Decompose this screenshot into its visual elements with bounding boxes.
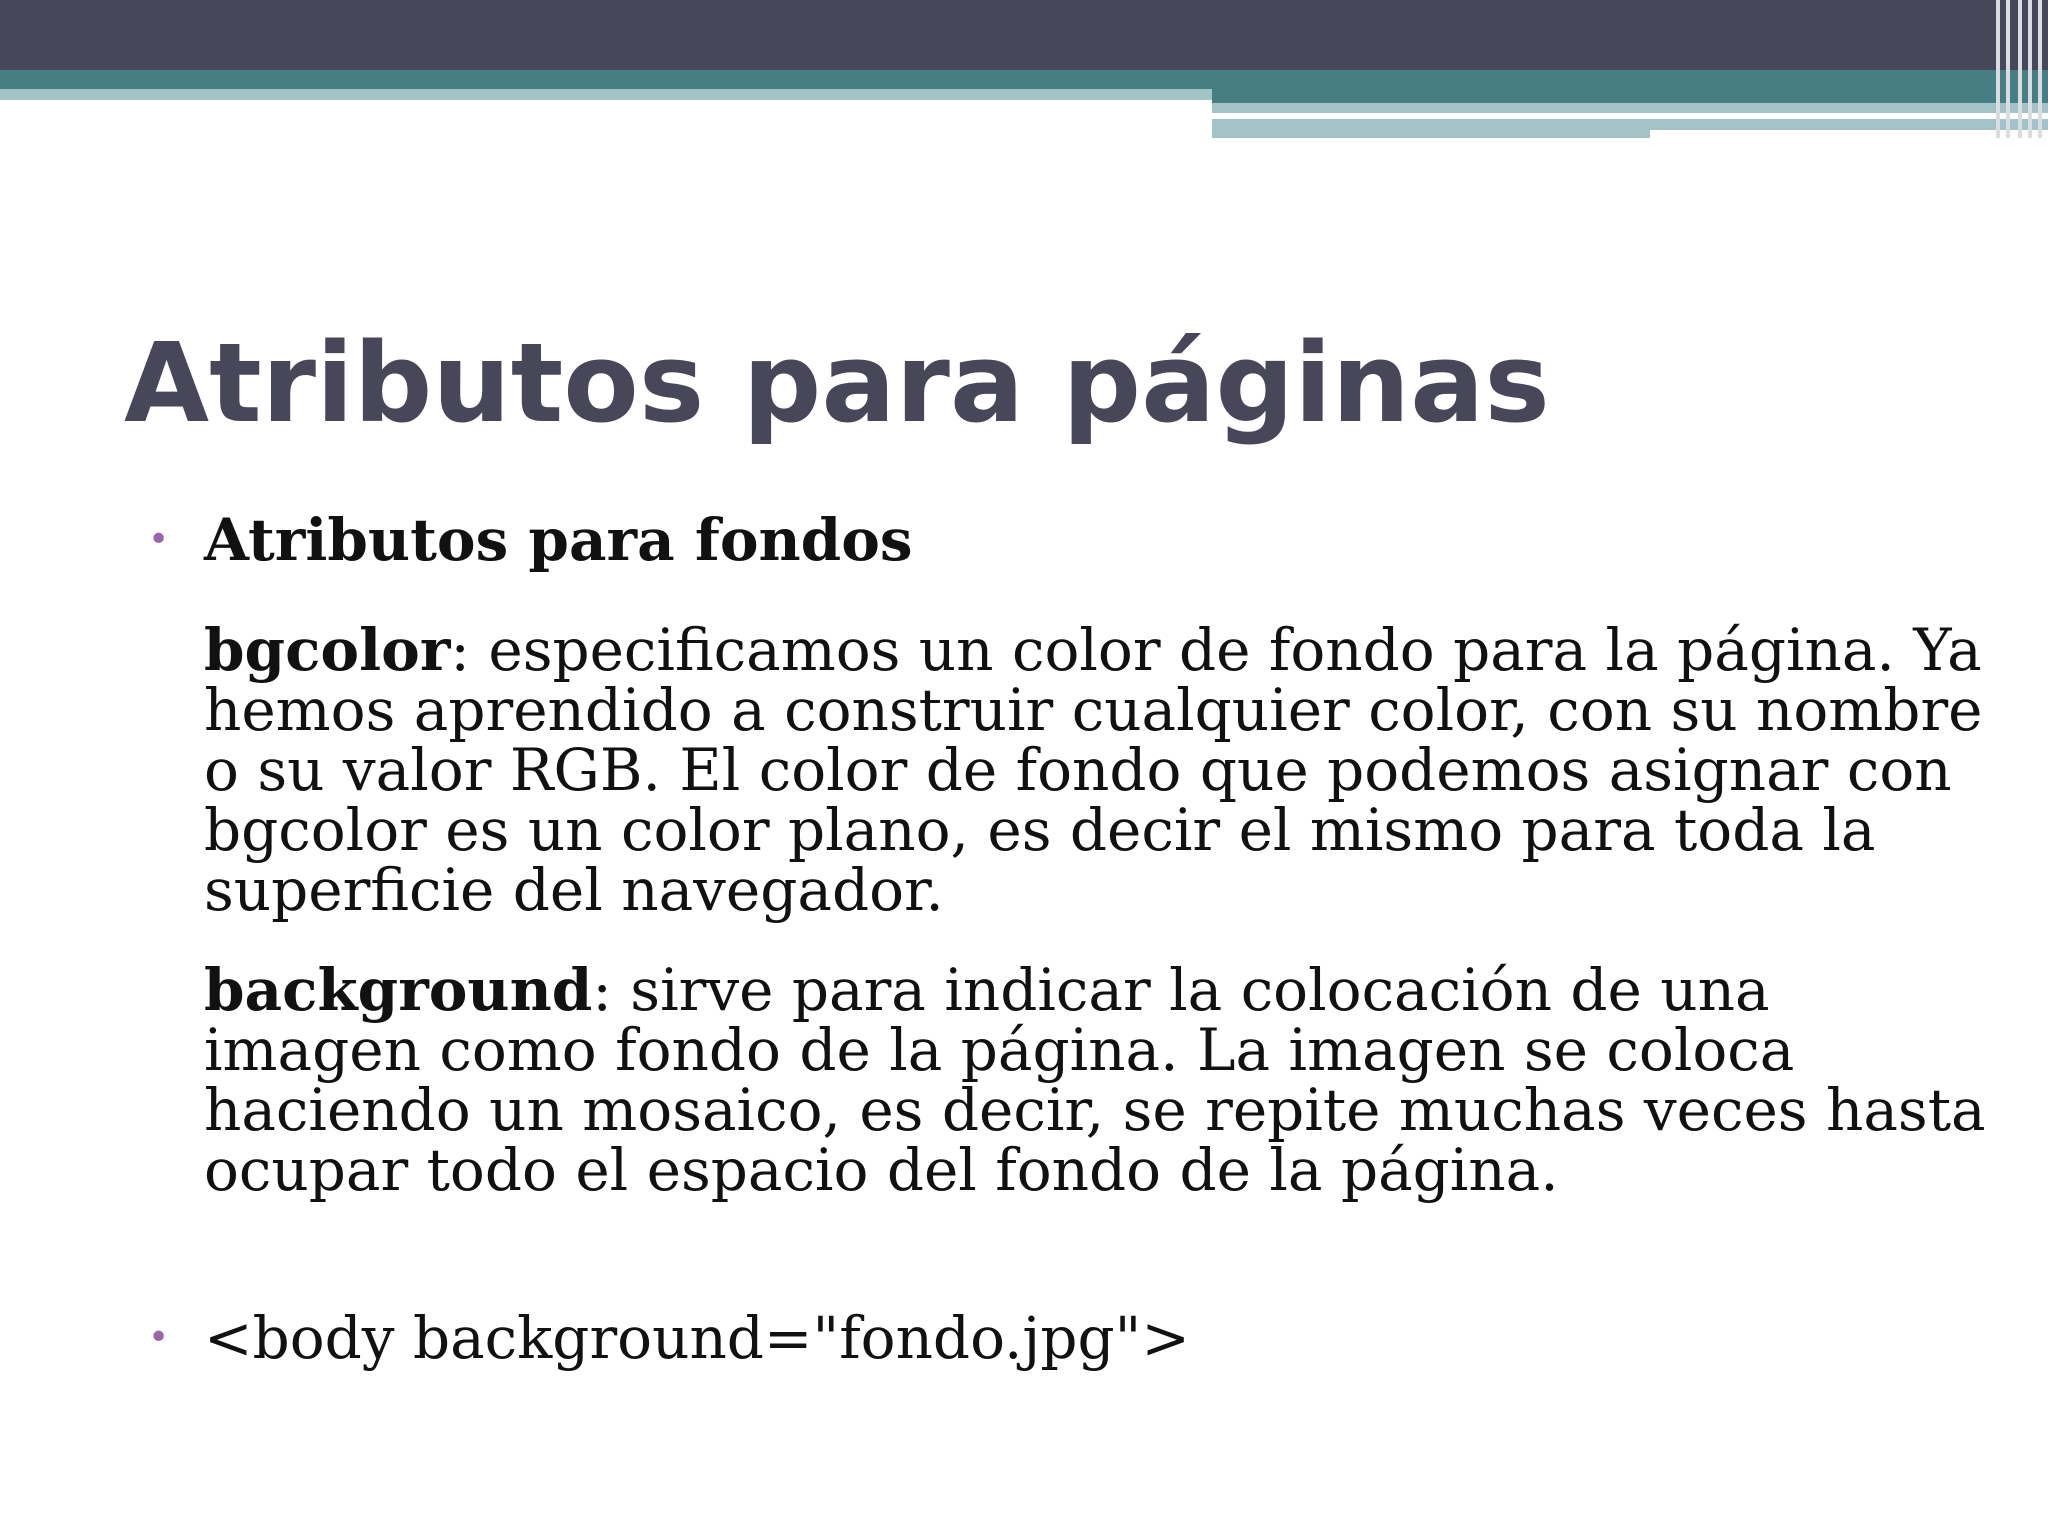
- bullet-heading: Atributos para fondos: [204, 506, 913, 574]
- bullet-item: [148, 500, 1988, 1204]
- term-bgcolor: bgcolor: [204, 616, 451, 684]
- bullet-item-code: [148, 1298, 1190, 1378]
- description-bgcolor: : especificamos un color de fondo para la página. Ya hemos aprendido a construir cualquier color, con su nombre o su valor RGB. El color de fondo que podemos asignar con bgcolor es un color plano, es decir el mismo para toda la superficie del navegador.: [204, 616, 1983, 924]
- header-vertical-stripes: [1988, 0, 2048, 138]
- header-dark-bar: [0, 0, 2048, 70]
- bullet-dot: •: [148, 1317, 170, 1358]
- slide-body: [148, 500, 1988, 1204]
- paragraph-background: [204, 956, 1988, 1204]
- header-light-bar-right-1: [1212, 103, 2048, 113]
- header-teal-bar-right: [1212, 89, 2048, 103]
- description-background: : sirve para indicar la colocación de una imagen como fondo de la página. La imagen se coloca haciendo un mosaico, es decir, se repite muchas veces hasta ocupar todo el espacio del fondo de la página.: [204, 956, 1986, 1204]
- header-teal-bar: [0, 70, 2048, 89]
- code-example: <body background="fondo.jpg">: [204, 1304, 1190, 1372]
- slide-title: Atributos para páginas: [124, 319, 1550, 447]
- term-background: background: [204, 956, 593, 1024]
- paragraph-bgcolor: [204, 616, 1988, 924]
- header-light-bar-left: [0, 89, 1212, 100]
- bullet-dot: •: [148, 519, 170, 560]
